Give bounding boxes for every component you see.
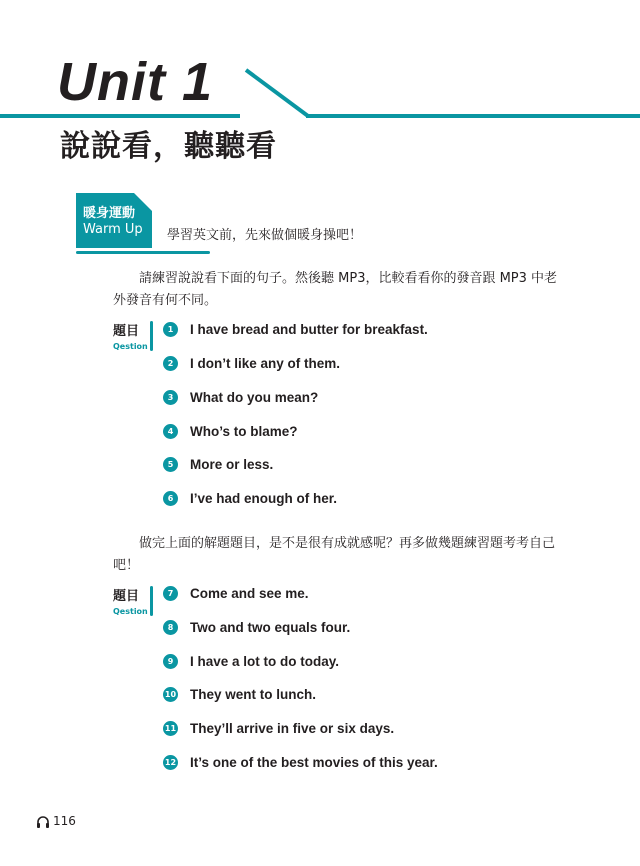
- middle-paragraph: [113, 533, 583, 577]
- question-number-badge: 7: [163, 586, 178, 601]
- question-text: I don’t like any of them.: [190, 355, 341, 371]
- question-item: [163, 753, 438, 771]
- question-bar-2: [150, 586, 153, 616]
- question-number-badge: 10: [163, 687, 178, 702]
- question-item: [163, 685, 316, 703]
- question-number-badge: 3: [163, 390, 178, 405]
- question-item: [163, 354, 340, 372]
- question-number-badge: 5: [163, 457, 178, 472]
- warmup-label-en: Warm Up: [83, 222, 143, 237]
- warmup-underline: [76, 251, 210, 254]
- question-item: [163, 719, 394, 737]
- question-item: [163, 584, 309, 602]
- question-item: [163, 489, 337, 507]
- question-item: [163, 320, 428, 338]
- question-text: They’ll arrive in five or six days.: [190, 720, 395, 736]
- question-number-badge: 2: [163, 356, 178, 371]
- question-item: [163, 618, 350, 636]
- question-item: [163, 652, 339, 670]
- headphones-icon: [36, 815, 50, 828]
- question-text: I’ve had enough of her.: [190, 490, 338, 506]
- question-text: What do you mean?: [190, 389, 319, 405]
- question-item: [163, 455, 273, 473]
- page-number: 116: [53, 814, 76, 828]
- question-text: Who’s to blame?: [190, 423, 298, 439]
- question-number-badge: 9: [163, 654, 178, 669]
- intro-line-2: 外發音有何不同。: [113, 293, 218, 308]
- warmup-label-zh: 暖身運動: [83, 206, 136, 221]
- page-footer: [36, 814, 76, 828]
- middle-line-1: 做完上面的解題題目，是不是很有成就感呢？再多做幾題練習題考考自己: [139, 536, 556, 551]
- question-label-en: Qestion: [113, 607, 148, 616]
- question-text: Two and two equals four.: [190, 619, 351, 635]
- question-text: It’s one of the best movies of this year.: [190, 754, 438, 770]
- question-label-zh: 題目: [113, 324, 140, 339]
- intro-line-1: 請練習說說看下面的句子。然後聽 MP3，比較看看你的發音跟 MP3 中老: [139, 271, 558, 286]
- unit-title: Unit 1: [57, 52, 214, 112]
- middle-line-2: 吧！: [113, 558, 140, 573]
- question-item: [163, 422, 298, 440]
- question-text: They went to lunch.: [190, 686, 317, 702]
- intro-paragraph: [113, 268, 583, 312]
- question-label-zh: 題目: [113, 589, 140, 604]
- warmup-text: 學習英文前，先來做個暖身操吧！: [167, 228, 363, 243]
- question-number-badge: 1: [163, 322, 178, 337]
- question-text: I have bread and butter for breakfast.: [190, 321, 428, 337]
- section-title: 說說看，聽聽看: [60, 129, 277, 164]
- question-item: [163, 388, 318, 406]
- question-label-en: Qestion: [113, 342, 148, 351]
- question-number-badge: 4: [163, 424, 178, 439]
- question-number-badge: 12: [163, 755, 178, 770]
- question-number-badge: 6: [163, 491, 178, 506]
- question-text: More or less.: [190, 456, 274, 472]
- question-bar-1: [150, 321, 153, 351]
- question-number-badge: 11: [163, 721, 178, 736]
- question-text: I have a lot to do today.: [190, 653, 340, 669]
- question-number-badge: 8: [163, 620, 178, 635]
- question-label-2: [113, 585, 148, 616]
- question-label-1: [113, 320, 148, 351]
- question-text: Come and see me.: [190, 585, 309, 601]
